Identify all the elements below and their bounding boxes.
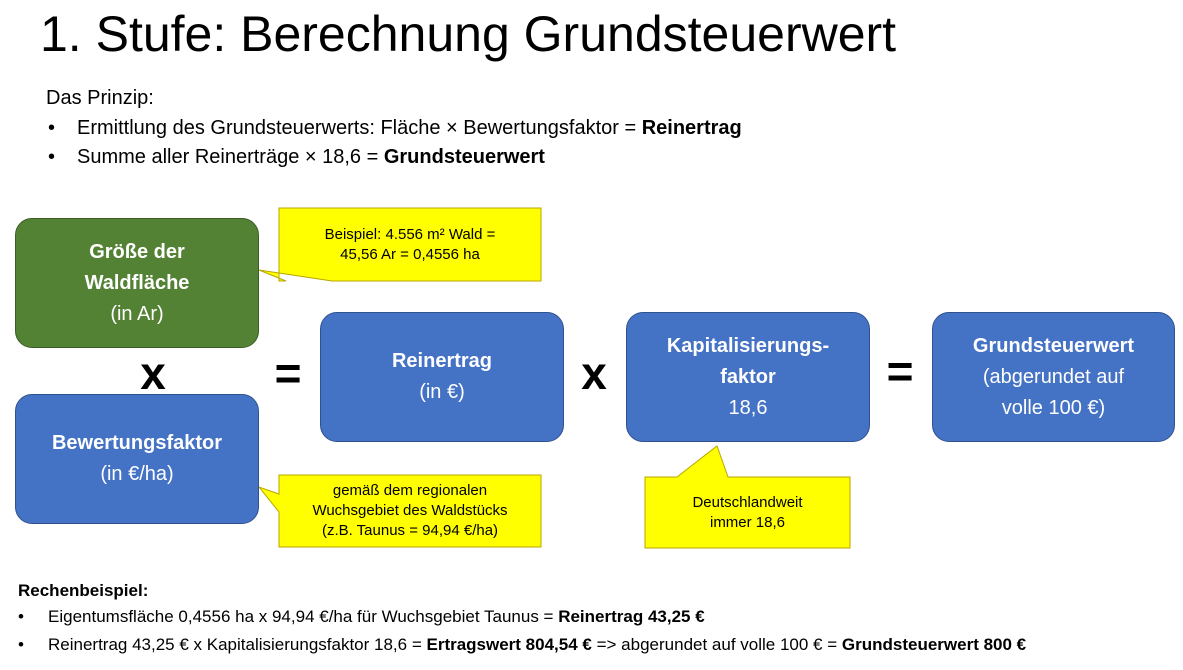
equals-operator: = bbox=[274, 347, 302, 399]
example-text: => abgerundet auf volle 100 € = bbox=[591, 635, 842, 654]
callout-germany bbox=[645, 477, 850, 548]
area-box-title: Größe der bbox=[89, 240, 185, 263]
callout-regional-line2: Wuchsgebiet des Waldstücks bbox=[312, 502, 508, 519]
result-box-sub1: (abgerundet auf bbox=[982, 365, 1125, 388]
multiply-operator: x bbox=[581, 347, 607, 399]
capitalization-factor-title2: faktor bbox=[720, 365, 776, 388]
callout-germany-line1: Deutschlandweit bbox=[692, 493, 803, 511]
intro-item-text: Summe aller Reinerträge × 18,6 = bbox=[77, 146, 384, 168]
example-bold: Ertragswert 804,54 € bbox=[426, 635, 592, 654]
result-box bbox=[932, 312, 1175, 442]
net-yield-box-title: Reinertrag bbox=[391, 350, 493, 372]
net-yield-box-sub: (in €) bbox=[419, 381, 465, 403]
example-bold: Grundsteuerwert 800 € bbox=[841, 635, 1027, 654]
callout-germany-line2: immer 18,6 bbox=[709, 513, 786, 531]
factor-box bbox=[15, 394, 259, 524]
example-bold: Reinertrag 43,25 € bbox=[558, 607, 705, 626]
factor-box-sub: (in €/ha) bbox=[100, 463, 174, 485]
example-text: Reinertrag 43,25 € x Kapitalisierungsfaktor 18,6 = bbox=[48, 635, 427, 654]
example-text: Eigentumsfläche 0,4556 ha x 94,94 €/ha für Wuchsgebiet Taunus = bbox=[48, 607, 559, 626]
area-box-title2: Waldfläche bbox=[84, 271, 190, 294]
callout-example bbox=[279, 208, 541, 281]
capitalization-factor-box bbox=[626, 312, 870, 442]
intro-item-bold: Reinertrag bbox=[641, 117, 742, 139]
net-yield-box bbox=[320, 312, 564, 442]
example-list bbox=[18, 603, 1026, 659]
result-box-title: Grundsteuerwert bbox=[972, 334, 1135, 357]
callout-regional-line3: (z.B. Taunus = 94,94 €/ha) bbox=[321, 522, 499, 539]
page-title: 1. Stufe: Berechnung Grundsteuerwert bbox=[40, 6, 897, 62]
intro-item-bold: Grundsteuerwert bbox=[383, 146, 545, 168]
equals-operator: = bbox=[886, 345, 914, 397]
multiply-operator: x bbox=[140, 347, 166, 399]
example-item bbox=[18, 631, 1026, 659]
example-item bbox=[18, 603, 1026, 631]
example-heading: Rechenbeispiel: bbox=[18, 581, 149, 600]
result-box-sub2: volle 100 €) bbox=[1001, 396, 1106, 419]
area-box-sub: (in Ar) bbox=[110, 302, 164, 325]
area-box bbox=[15, 218, 259, 348]
intro-heading: Das Prinzip: bbox=[46, 87, 154, 109]
callout-regional bbox=[279, 475, 541, 547]
capitalization-factor-value: 18,6 bbox=[728, 396, 768, 419]
callout-regional-line1: gemäß dem regionalen bbox=[332, 482, 488, 499]
callout-example-line2: 45,56 Ar = 0,4556 ha bbox=[340, 245, 480, 263]
factor-box-title: Bewertungsfaktor bbox=[51, 432, 223, 454]
capitalization-factor-title: Kapitalisierungs- bbox=[666, 334, 830, 357]
callout-example-line1: Beispiel: 4.556 m² Wald = bbox=[324, 225, 496, 243]
intro-item-text: Ermittlung des Grundsteuerwerts: Fläche × Bewertungsfaktor = bbox=[77, 117, 642, 139]
